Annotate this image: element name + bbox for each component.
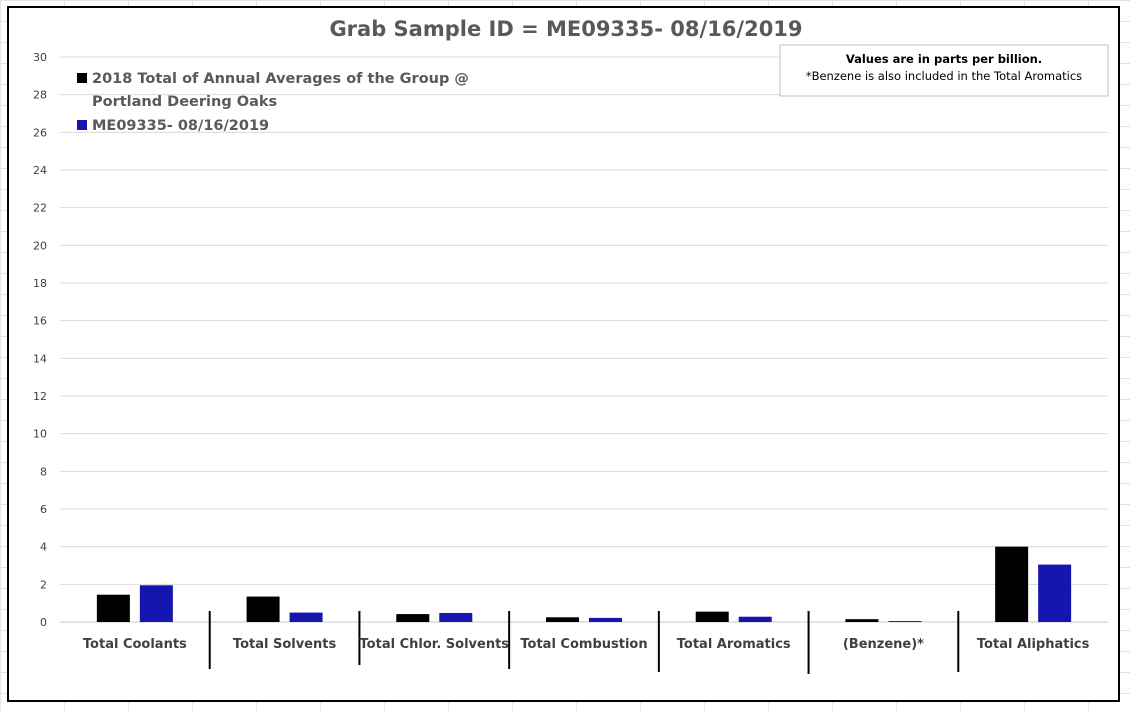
annotation-units-note: Values are in parts per billion. [845, 52, 1043, 66]
y-tick-label: 24 [33, 164, 47, 177]
bar [739, 617, 772, 622]
y-tick-label: 2 [40, 578, 47, 592]
x-category-label: Total Solvents [232, 637, 337, 652]
legend-swatch [77, 73, 87, 83]
y-tick-label: 28 [33, 88, 47, 102]
y-tick-label: 10 [33, 427, 47, 441]
x-category-label: Total Aliphatics [976, 637, 1090, 652]
bar [290, 613, 323, 622]
y-tick-label: 4 [40, 540, 47, 554]
y-tick-label: 30 [33, 51, 47, 64]
chart-title: Grab Sample ID = ME09335- 08/16/2019 [329, 17, 803, 41]
legend [77, 71, 469, 134]
bar [140, 585, 173, 622]
legend-label: ME09335- 08/16/2019 [92, 118, 270, 134]
bar [696, 612, 729, 622]
bar [247, 597, 280, 622]
x-axis-categories [83, 637, 1090, 652]
x-category-label: Total Aromatics [676, 637, 791, 652]
legend-label: Portland Deering Oaks [92, 94, 278, 110]
y-tick-label: 26 [33, 126, 47, 140]
legend-swatch [77, 120, 87, 130]
bar [845, 619, 878, 622]
y-axis-ticks [33, 51, 47, 629]
y-tick-label: 0 [40, 616, 47, 629]
y-tick-label: 14 [33, 352, 47, 366]
annotation-benzene-note: *Benzene is also included in the Total Aromatics [805, 69, 1083, 83]
bar [546, 617, 579, 622]
x-category-label: Total Combustion [520, 637, 648, 652]
legend-label: 2018 Total of Annual Averages of the Group @ [92, 71, 469, 87]
bar [589, 618, 622, 622]
y-tick-label: 8 [40, 465, 47, 479]
x-category-label: (Benzene)* [842, 637, 924, 652]
annotation-box [780, 45, 1108, 96]
gridlines [60, 57, 1108, 622]
bar [1038, 565, 1071, 622]
y-tick-label: 18 [33, 277, 47, 290]
x-category-label: Total Coolants [82, 637, 187, 652]
bar [888, 621, 921, 622]
y-tick-label: 20 [33, 239, 47, 253]
bar [439, 613, 472, 622]
bar [97, 595, 130, 622]
y-tick-label: 22 [33, 201, 47, 215]
bar [995, 547, 1028, 622]
x-category-label: Total Chlor. Solvents [359, 637, 510, 652]
y-tick-label: 6 [40, 503, 47, 516]
y-tick-label: 12 [33, 390, 47, 403]
y-tick-label: 16 [33, 314, 47, 328]
bar [396, 614, 429, 622]
